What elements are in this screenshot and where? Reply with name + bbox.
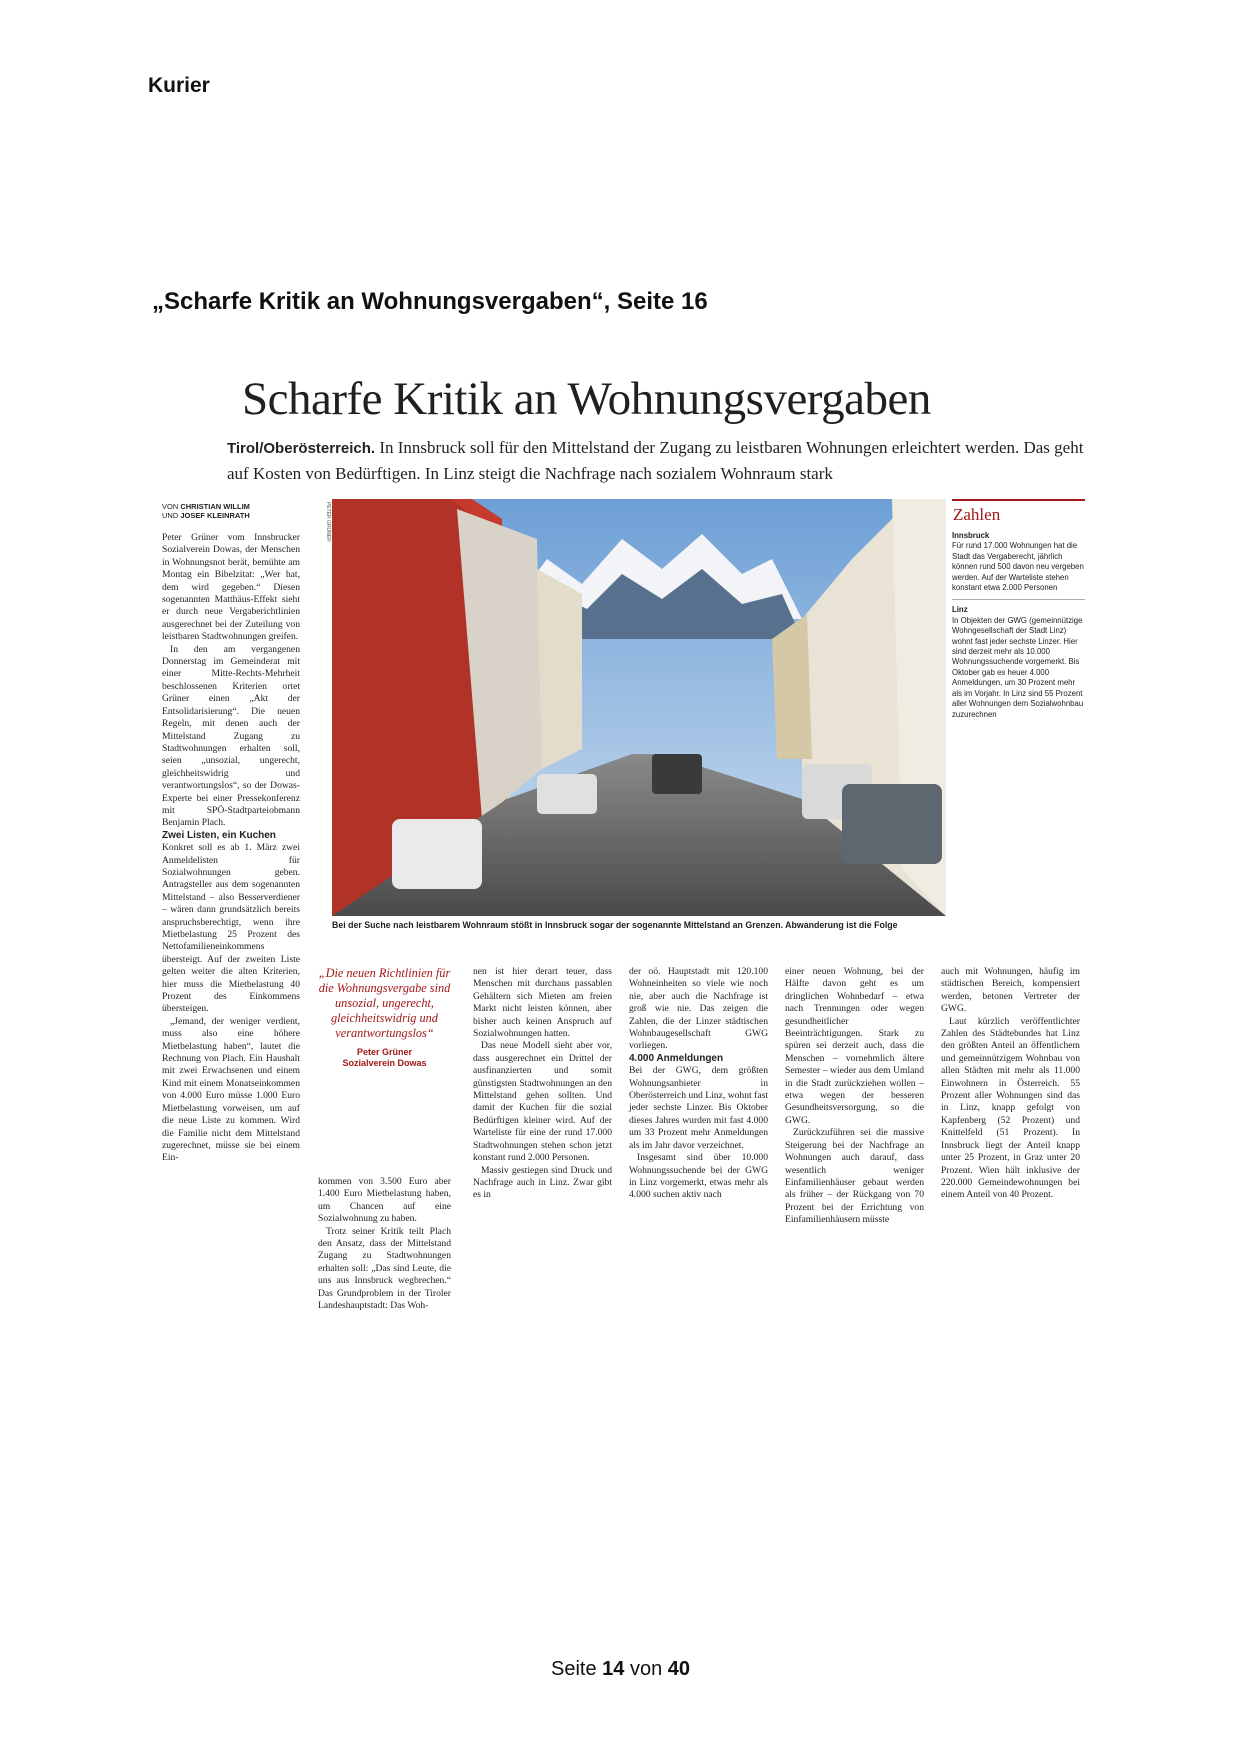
sidebar-city: Innsbruck — [952, 531, 990, 540]
subheading: Zwei Listen, ein Kuchen — [162, 829, 276, 841]
clip-caption: „Scharfe Kritik an Wohnungsvergaben“, Seite 16 — [152, 288, 708, 315]
photo-credit: PETER GRÜNER — [325, 502, 331, 542]
byline: VON CHRISTIAN WILLIM UND JOSEF KLEINRATH — [162, 502, 250, 520]
paragraph: Das neue Modell sieht aber vor, dass ausgerechnet ein Drittel der ausfinanzierten und somit günstigsten Stadtwohnungen an den Mittelstand gehen sollten. Und damit der Kuchen für die sozial Bedürftigen kleiner wird. Auf der Warteliste für eine der rund 17.000 Stadtwohnungen stehen schon jetzt konstant rund 2.000 Personen. — [473, 1040, 612, 1164]
facts-sidebar — [952, 499, 1085, 957]
pull-quote — [318, 966, 451, 1176]
article-column-1 — [162, 502, 300, 1250]
paragraph: der oö. Hauptstadt mit 120.100 Wohneinheiten so viele wie noch nie, aber auch die Nachfrage ist groß wie nie. Das zeigen die Zahlen, die der Linzer städtischen Wohnbaugesellschaft GWG vorliegen. — [629, 966, 768, 1052]
paragraph: In den am vergangenen Donnerstag im Gemeinderat mit einer Mitte-Rechts-Mehrheit beschlossenen Kriterien ortet Grüner einen „Akt der Entsolidarisierung“. Die neuen Regeln, mit denen auch der Mittelstand Zugang zu Stadtwohnungen erhalten soll, seien „unsozial, ungerecht, gleichheitswidrig und verantwortungslos“, so der Dowas-Experte bei einer Pressekonferenz mit SPÖ-Stadtparteiobmann Benjamin Plach. — [162, 643, 300, 829]
paragraph: Peter Grüner vom Innsbrucker Sozialverein Dowas, der Menschen in Wohnungsnot berät, bemühte am Montag ein Bibelzitat: „Wer hat, dem wird gegeben.“ Diesen sogenannten Matthäus-Effekt sieht er durch neue Vergaberichtlinien ausgerechnet bei der Zuteilung von leistbaren Stadtwohnungen greifen. — [162, 532, 300, 643]
paragraph: Konkret soll es ab 1. März zwei Anmeldelisten für Sozialwohnungen geben. Antragsteller aus dem sogenannten Mittelstand – also Besserverdiener – wären dann grundsätzlich bereits anspruchsberechtigt, wenn ihre Mietbelastung 25 Prozent des Nettofamilieneinkommens übersteigt. Auf der zweiten Liste gelten weiter die alten Kriterien, hier muss die Mietbelastung 40 Prozent des Einkommens übersteigen. — [162, 842, 300, 1015]
photo-caption: Bei der Suche nach leistbarem Wohnraum stößt in Innsbruck sogar der sogenannte Mittelstand an Grenzen. Abwanderung ist die Folge — [332, 920, 898, 930]
paragraph: auch mit Wohnungen, häufig im städtischen Bereich, kompensiert werden, betonen Vertreter der GWG. — [941, 966, 1080, 1015]
article-column-3 — [473, 966, 612, 1250]
article-column-4 — [629, 966, 768, 1250]
paragraph: Trotz seiner Kritik teilt Plach den Ansatz, dass der Mittelstand Zugang zu Stadtwohnungen erhalten soll: „Das sind Leute, die uns aus Innsbruck wegbrechen.“ Das Grundproblem in der Tiroler Landeshauptstadt: Das Woh- — [318, 1225, 451, 1312]
paragraph: einer neuen Wohnung, bei der Hälfte davon geht es um dringlichen Wohnbedarf – etwa nach Trennungen oder wegen gesundheitlicher Beeinträchtigungen. Stark zu spüren sei derzeit auch, dass die Menschen – vornehmlich ältere Semester – wieder aus dem Umland in die Stadt zurückziehen wollen – etwa wegen der besseren Gesundheitsversorgung, so die GWG. — [785, 966, 924, 1126]
sidebar-entry — [952, 531, 1085, 593]
paragraph: Zurückzuführen sei die massive Steigerung bei der Nachfrage an Wohnungen auch darauf, dass wesentlich weniger Einfamilienhäuser gebaut werden als früher – der Rückgang von 70 Prozent bei der Errichtung von Einfamilienhäusern müsste — [785, 1127, 924, 1226]
paragraph: Laut kürzlich veröffentlichter Zahlen des Städtebundes hat Linz den größten Anteil an öffentlichem und gemeinnützigem Wohnbau von allen Städten mit mehr als 11.000 Einwohnern in Österreich. 55 Prozent aller Wohnungen sind das in Linz, knapp gefolgt von Kapfenberg (52 Prozent) und Knittelfeld (51 Prozent). In Innsbruck liegt der Anteil knapp unter 25 Prozent, in Graz unter 20 Prozent. Wien hält inklusive der 220.000 Gemeindewohnungen bei einem Anteil von 40 Prozent. — [941, 1015, 1080, 1201]
newspaper-clipping — [155, 372, 1085, 1312]
subheading: 4.000 Anmeldungen — [629, 1052, 724, 1064]
paragraph: „Jemand, der weniger verdient, muss also eine höhere Mietbelastung haben“, lautet die Rechnung von Plach. Ein Haushalt mit zwei Erwachsenen und einem Kind mit einem Monatseinkommen von 4.000 Euro müsse 1.000 Euro Mietbelastung vorweisen, um auf die neue Liste zu kommen. Wird die Familie nicht dem Mittelstand zugerechnet, müsse sie bei einem Ein- — [162, 1015, 300, 1164]
quote-text: „Die neuen Richtlinien für die Wohnungsvergabe sind unsozial, ungerecht, gleichheitswidrig und verantwortungslos“ — [318, 966, 451, 1040]
street-photo-image — [332, 499, 946, 916]
article-column-5 — [785, 966, 924, 1250]
article-column-2 — [318, 1176, 451, 1312]
page-number: 14 — [602, 1658, 625, 1680]
source-label: Kurier — [148, 74, 210, 97]
article-column-6 — [941, 966, 1080, 1250]
paragraph: Massiv gestiegen sind Druck und Nachfrage auch in Linz. Zwar gibt es in — [473, 1164, 612, 1201]
sidebar-text: Für rund 17.000 Wohnungen hat die Stadt das Vergaberecht, jährlich können rund 500 davon neu vergeben werden. Auf der Warteliste stehen konstant etwa 2.000 Personen — [952, 541, 1084, 593]
lead-region: Tirol/Oberösterreich. — [227, 440, 376, 457]
sidebar-city: Linz — [952, 605, 968, 615]
sidebar-text: In Objekten der GWG (gemeinnützige Wohngesellschaft der Stadt Linz) wohnt fast jeder sechste Linzer. Hier sind derzeit mehr als 10.000 Wohnungssuchende vorgemerkt. Bis Oktober gab es heuer 4.000 Anmeldungen, um 30 Prozent mehr als im Vorjahr. In Linz sind 55 Prozent aller Wohnungen dem Sozialwohnbau zuzurechnen — [952, 615, 1084, 719]
article-lead — [227, 435, 1087, 486]
paragraph: Bei der GWG, dem größten Wohnungsanbieter in Oberösterreich und Linz, wohnt fast jeder sechste Linzer. Bis Oktober dieses Jahres wurden mit fast 4.000 um 33 Prozent mehr Anmeldungen als im Jahr davor verzeichnet. — [629, 1065, 768, 1151]
page-footer: Seite 14 von 40 — [550, 1658, 690, 1680]
page-total: 40 — [667, 1658, 690, 1680]
paragraph: nen ist hier derart teuer, dass Menschen mit durchaus passablen Gehältern sich Mieten am freien Markt nicht leisten können, aber bisher auch keinen Anspruch auf Sozialwohnungen hatten. — [473, 966, 612, 1040]
sidebar-entry — [952, 605, 1085, 719]
sidebar-title: Zahlen — [953, 505, 1001, 524]
street-photo — [332, 499, 946, 916]
paragraph: kommen von 3.500 Euro aber 1.400 Euro Mietbelastung haben, um Chancen auf eine Sozialwohnung zu haben. — [318, 1176, 451, 1225]
lead-text: In Innsbruck soll für den Mittelstand der Zugang zu leistbaren Wohnungen erleichtert werden. Das geht auf Kosten von Bedürftigen. In Linz steigt die Nachfrage nach sozialem Wohnraum stark — [227, 438, 1084, 483]
article-headline: Scharfe Kritik an Wohnungsvergaben — [242, 373, 931, 425]
quote-attribution: Peter Grüner Sozialverein Dowas — [342, 1047, 427, 1068]
paragraph: Insgesamt sind über 10.000 Wohnungssuchende bei der GWG in Linz vorgemerkt, etwas mehr als 4.000 suchen aktiv nach — [629, 1152, 768, 1201]
